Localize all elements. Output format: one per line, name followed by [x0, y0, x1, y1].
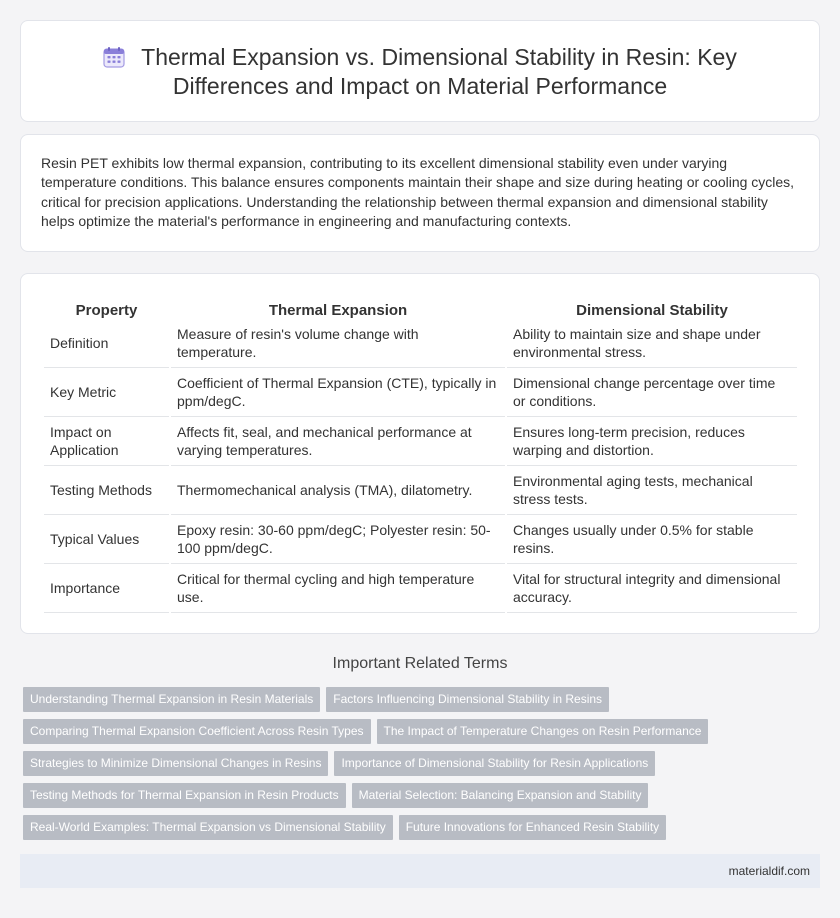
table-row — [44, 417, 797, 466]
related-terms-row — [23, 783, 823, 815]
table-cell-dimensional-stability: Ability to maintain size and shape under environmental stress. — [507, 319, 797, 368]
table-cell-dimensional-stability: Changes usually under 0.5% for stable resins. — [507, 515, 797, 564]
related-term-link[interactable]: Testing Methods for Thermal Expansion in Resin Products — [23, 783, 346, 808]
calendar-grid-icon — [103, 46, 125, 68]
related-term-link[interactable]: Factors Influencing Dimensional Stability in Resins — [326, 687, 609, 712]
related-terms-row — [23, 719, 823, 751]
table-cell-thermal-expansion: Measure of resin's volume change with temperature. — [171, 319, 505, 368]
table-row — [44, 319, 797, 368]
related-terms-row — [23, 815, 823, 847]
comparison-table-card — [20, 273, 820, 634]
table-row — [44, 368, 797, 417]
related-term-link[interactable]: Importance of Dimensional Stability for Resin Applications — [334, 751, 655, 776]
related-terms-heading: Important Related Terms — [332, 655, 508, 672]
related-terms-list — [23, 687, 823, 847]
table-cell-thermal-expansion: Epoxy resin: 30-60 ppm/degC; Polyester resin: 50-100 ppm/degC. — [171, 515, 505, 564]
comparison-table — [42, 297, 799, 613]
footer-site-link[interactable]: materialdif.com — [728, 864, 810, 878]
related-terms-row — [23, 687, 823, 719]
table-row — [44, 466, 797, 515]
table-cell-property: Typical Values — [44, 515, 169, 564]
related-term-link[interactable]: Comparing Thermal Expansion Coefficient Across Resin Types — [23, 719, 371, 744]
related-term-link[interactable]: Future Innovations for Enhanced Resin Stability — [399, 815, 666, 840]
table-cell-thermal-expansion: Coefficient of Thermal Expansion (CTE), typically in ppm/degC. — [171, 368, 505, 417]
table-row — [44, 564, 797, 613]
table-cell-dimensional-stability: Environmental aging tests, mechanical stress tests. — [507, 466, 797, 515]
related-term-link[interactable]: Material Selection: Balancing Expansion and Stability — [352, 783, 649, 808]
related-term-link[interactable]: Strategies to Minimize Dimensional Changes in Resins — [23, 751, 328, 776]
table-header-row — [44, 297, 797, 319]
intro-paragraph: Resin PET exhibits low thermal expansion, contributing to its excellent dimensional stability even under varying temperature conditions. This balance ensures components maintain their shape and size during heating or cooling cycles, critical for precision applications. Understanding the relationship between thermal expansion and dimensional stability helps optimize the material's performance in engineering and manufacturing contexts. — [41, 155, 795, 230]
table-cell-dimensional-stability: Ensures long-term precision, reduces warping and distortion. — [507, 417, 797, 466]
table-cell-thermal-expansion: Affects fit, seal, and mechanical performance at varying temperatures. — [171, 417, 505, 466]
intro-card — [20, 134, 820, 252]
related-terms-row — [23, 751, 823, 783]
column-header-dimensional-stability: Dimensional Stability — [576, 302, 728, 319]
table-cell-thermal-expansion: Thermomechanical analysis (TMA), dilatometry. — [171, 466, 505, 515]
related-term-link[interactable]: The Impact of Temperature Changes on Resin Performance — [377, 719, 709, 744]
related-term-link[interactable]: Real-World Examples: Thermal Expansion vs Dimensional Stability — [23, 815, 393, 840]
column-header-thermal-expansion: Thermal Expansion — [268, 302, 408, 319]
footer — [20, 854, 820, 888]
page-title-text: Thermal Expansion vs. Dimensional Stability in Resin: Key Differences and Impact on Material Performance — [141, 44, 737, 99]
table-cell-thermal-expansion: Critical for thermal cycling and high temperature use. — [171, 564, 505, 613]
table-cell-property: Impact on Application — [44, 417, 169, 466]
table-cell-dimensional-stability: Vital for structural integrity and dimensional accuracy. — [507, 564, 797, 613]
table-cell-property: Testing Methods — [44, 466, 169, 515]
related-term-link[interactable]: Understanding Thermal Expansion in Resin Materials — [23, 687, 320, 712]
title-card — [20, 20, 820, 122]
page-title — [21, 43, 819, 101]
table-cell-dimensional-stability: Dimensional change percentage over time or conditions. — [507, 368, 797, 417]
table-cell-property: Importance — [44, 564, 169, 613]
table-row — [44, 515, 797, 564]
table-cell-property: Definition — [44, 319, 169, 368]
column-header-property: Property — [75, 302, 138, 319]
table-cell-property: Key Metric — [44, 368, 169, 417]
